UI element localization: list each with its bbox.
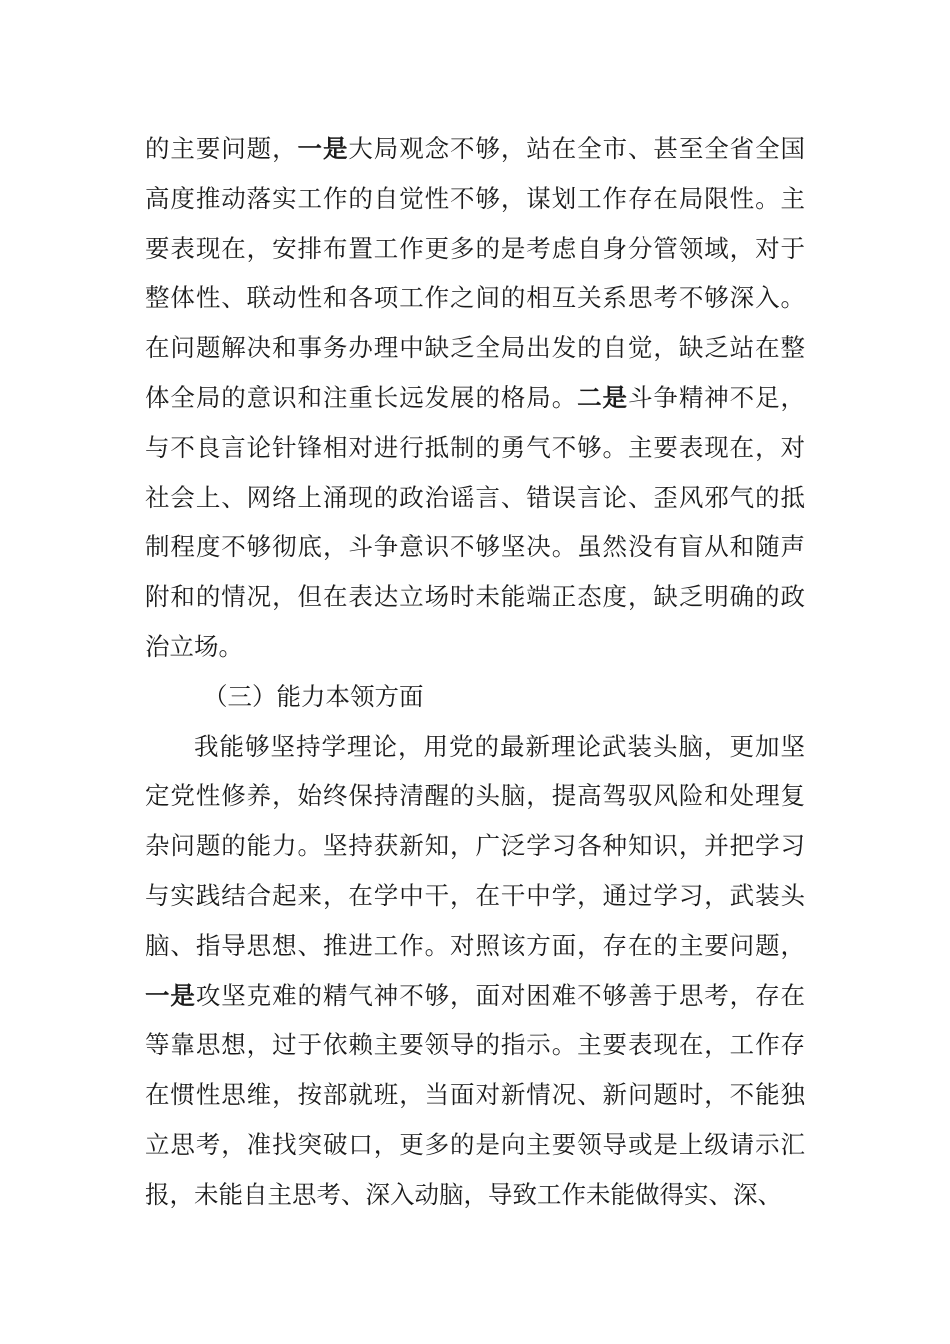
- para1-bold-point-2: 二是: [577, 382, 628, 412]
- paragraph-continued: [145, 124, 805, 672]
- para1-text-2: 大局观念不够，站在全市、甚至全省全国高度推动落实工作的自觉性不够，谋划工作存在局限性。主要表现在，安排布置工作更多的是考虑自身分管领域，对于整体性、联动性和各项工作之间的相互关系思考不够深入。在问题解决和事务办理中缺乏全局出发的自觉，缺乏站在整体全局的意识和注重长远发展的格局。: [145, 134, 806, 412]
- para2-text-2: 攻坚克难的精气神不够，面对困难不够善于思考，存在等靠思想，过于依赖主要领导的指示。主要表现在，工作存在惯性思维，按部就班，当面对新情况、新问题时，不能独立思考，准找突破口，更多的是向主要领导或是上级请示汇报，未能自主思考、深入动脑，导致工作未能做得实、深、: [145, 980, 806, 1209]
- para1-text-3: 斗争精神不足，与不良言论针锋相对进行抵制的勇气不够。主要表现在，对社会上、网络上涌现的政治谣言、错误言论、歪风邪气的抵制程度不够彻底，斗争意识不够坚决。虽然没有盲从和随声附和的情况，但在表达立场时未能端正态度，缺乏明确的政治立场。: [145, 382, 806, 661]
- para1-bold-point-1: 一是: [297, 134, 349, 163]
- paragraph-ability: [145, 722, 805, 1220]
- para2-bold-point-1: 一是: [145, 980, 196, 1010]
- document-body: [145, 124, 805, 1220]
- para2-text-1: 我能够坚持学理论，用党的最新理论武装头脑，更加坚定党性修养，始终保持清醒的头脑，提高驾驭风险和处理复杂问题的能力。坚持获新知，广泛学习各种知识，并把学习与实践结合起来，在学中干，在干中学，通过学习，武装头脑、指导思想、推进工作。对照该方面，存在的主要问题，: [145, 731, 805, 960]
- section-heading: （三）能力本领方面: [203, 681, 424, 711]
- para1-text-1: 的主要问题，: [145, 134, 298, 163]
